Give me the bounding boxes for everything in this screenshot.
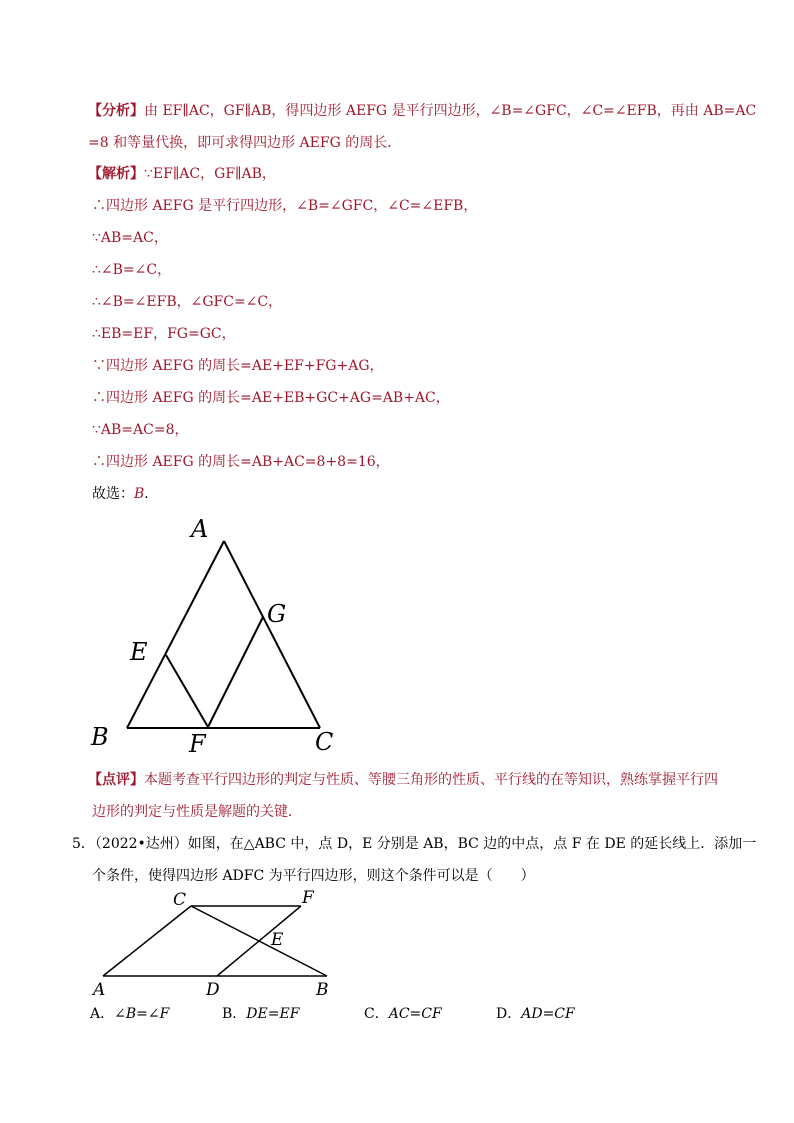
option-key: D． [496,1006,522,1022]
label-c: C [173,890,187,910]
option-key: B． [222,1006,247,1022]
label-a: A [191,515,209,543]
option-text: DE=EF [246,1006,300,1022]
solution-step: ∴EB=EF，FG=GC， [92,326,236,342]
option-a[interactable] [90,1004,169,1024]
option-b[interactable] [222,1004,299,1024]
segment-ef [166,655,208,727]
option-key: A． [90,1006,115,1022]
comment-text-2: 边形的判定与性质是解题的关键． [92,804,302,820]
figure-triangle-aefg [80,505,360,760]
segment-df [217,906,301,976]
analysis-line-1 [88,101,756,121]
solution-line-0 [88,164,276,184]
label-f: F [189,730,206,758]
solution-step: ∵四边形 AEFG 的周长=AE+EF+FG+AG， [92,358,384,374]
solution-step: ∵AB=AC， [92,230,168,246]
label-e: E [271,930,284,950]
label-g: G [267,600,287,628]
option-text: ∠B=∠F [114,1006,170,1022]
question-text-2: 个条件，使得四边形 ADFC 为平行四边形，则这个条件可以是（ ） [92,868,535,884]
label-c: C [315,728,334,756]
option-key: C． [364,1006,389,1022]
label-b: B [91,723,109,751]
analysis-text-2: =8 和等量代换，即可求得四边形 AEFG 的周长． [88,135,402,151]
segment-ac [103,906,191,976]
analysis-text-1: 由 EF∥AC，GF∥AB，得四边形 AEFG 是平行四边形，∠B=∠GFC，∠C=∠EFB，再由 AB=AC [144,103,757,119]
label-b: B [316,980,329,1000]
label-e: E [130,638,148,666]
option-text: AC=CF [388,1006,442,1022]
option-c[interactable] [364,1004,442,1024]
option-d[interactable] [496,1004,575,1024]
solution-step: ∴四边形 AEFG 的周长=AB+AC=8+8=16， [92,454,390,470]
segment-ab [127,541,224,728]
label-f: F [302,888,314,908]
solution-step: ∵AB=AC=8， [92,422,189,438]
comment-tag: 【点评】 [88,772,144,788]
solution-step: ∴∠B=∠EFB，∠GFC=∠C， [92,294,283,310]
option-text: AD=CF [521,1006,575,1022]
solution-step: ∵EF∥AC，GF∥AB， [144,166,276,182]
figure-parallelogram-adfc [85,882,345,1000]
segment-ac [224,541,320,728]
solution-tag: 【解析】 [88,166,144,182]
question-5-line-1 [72,834,756,854]
answer-choice: B [134,486,145,502]
label-a: A [93,980,106,1000]
solution-answer [92,484,158,504]
solution-step: ∴∠B=∠C， [92,262,172,278]
segment-fg [208,617,263,727]
label-d: D [206,980,220,1000]
analysis-tag: 【分析】 [88,103,144,119]
question-text-1: （2022•达州）如图，在△ABC 中，点 D，E 分别是 AB，BC 边的中点，点 F 在 DE 的延长线上．添加一 [94,836,757,852]
answer-end: ． [144,486,159,502]
comment-line-1 [88,770,718,790]
answer-prefix: 故选： [92,486,134,502]
question-number: 5． [72,836,95,852]
analysis-line-2 [88,133,401,153]
comment-text-1: 本题考查平行四边形的判定与性质、等腰三角形的性质、平行线的在等知识，熟练掌握平行四 [144,772,718,788]
solution-step: ∴四边形 AEFG 是平行四边形，∠B=∠GFC，∠C=∠EFB， [92,198,478,214]
solution-step: ∴四边形 AEFG 的周长=AE+EB+GC+AG=AB+AC， [92,390,450,406]
